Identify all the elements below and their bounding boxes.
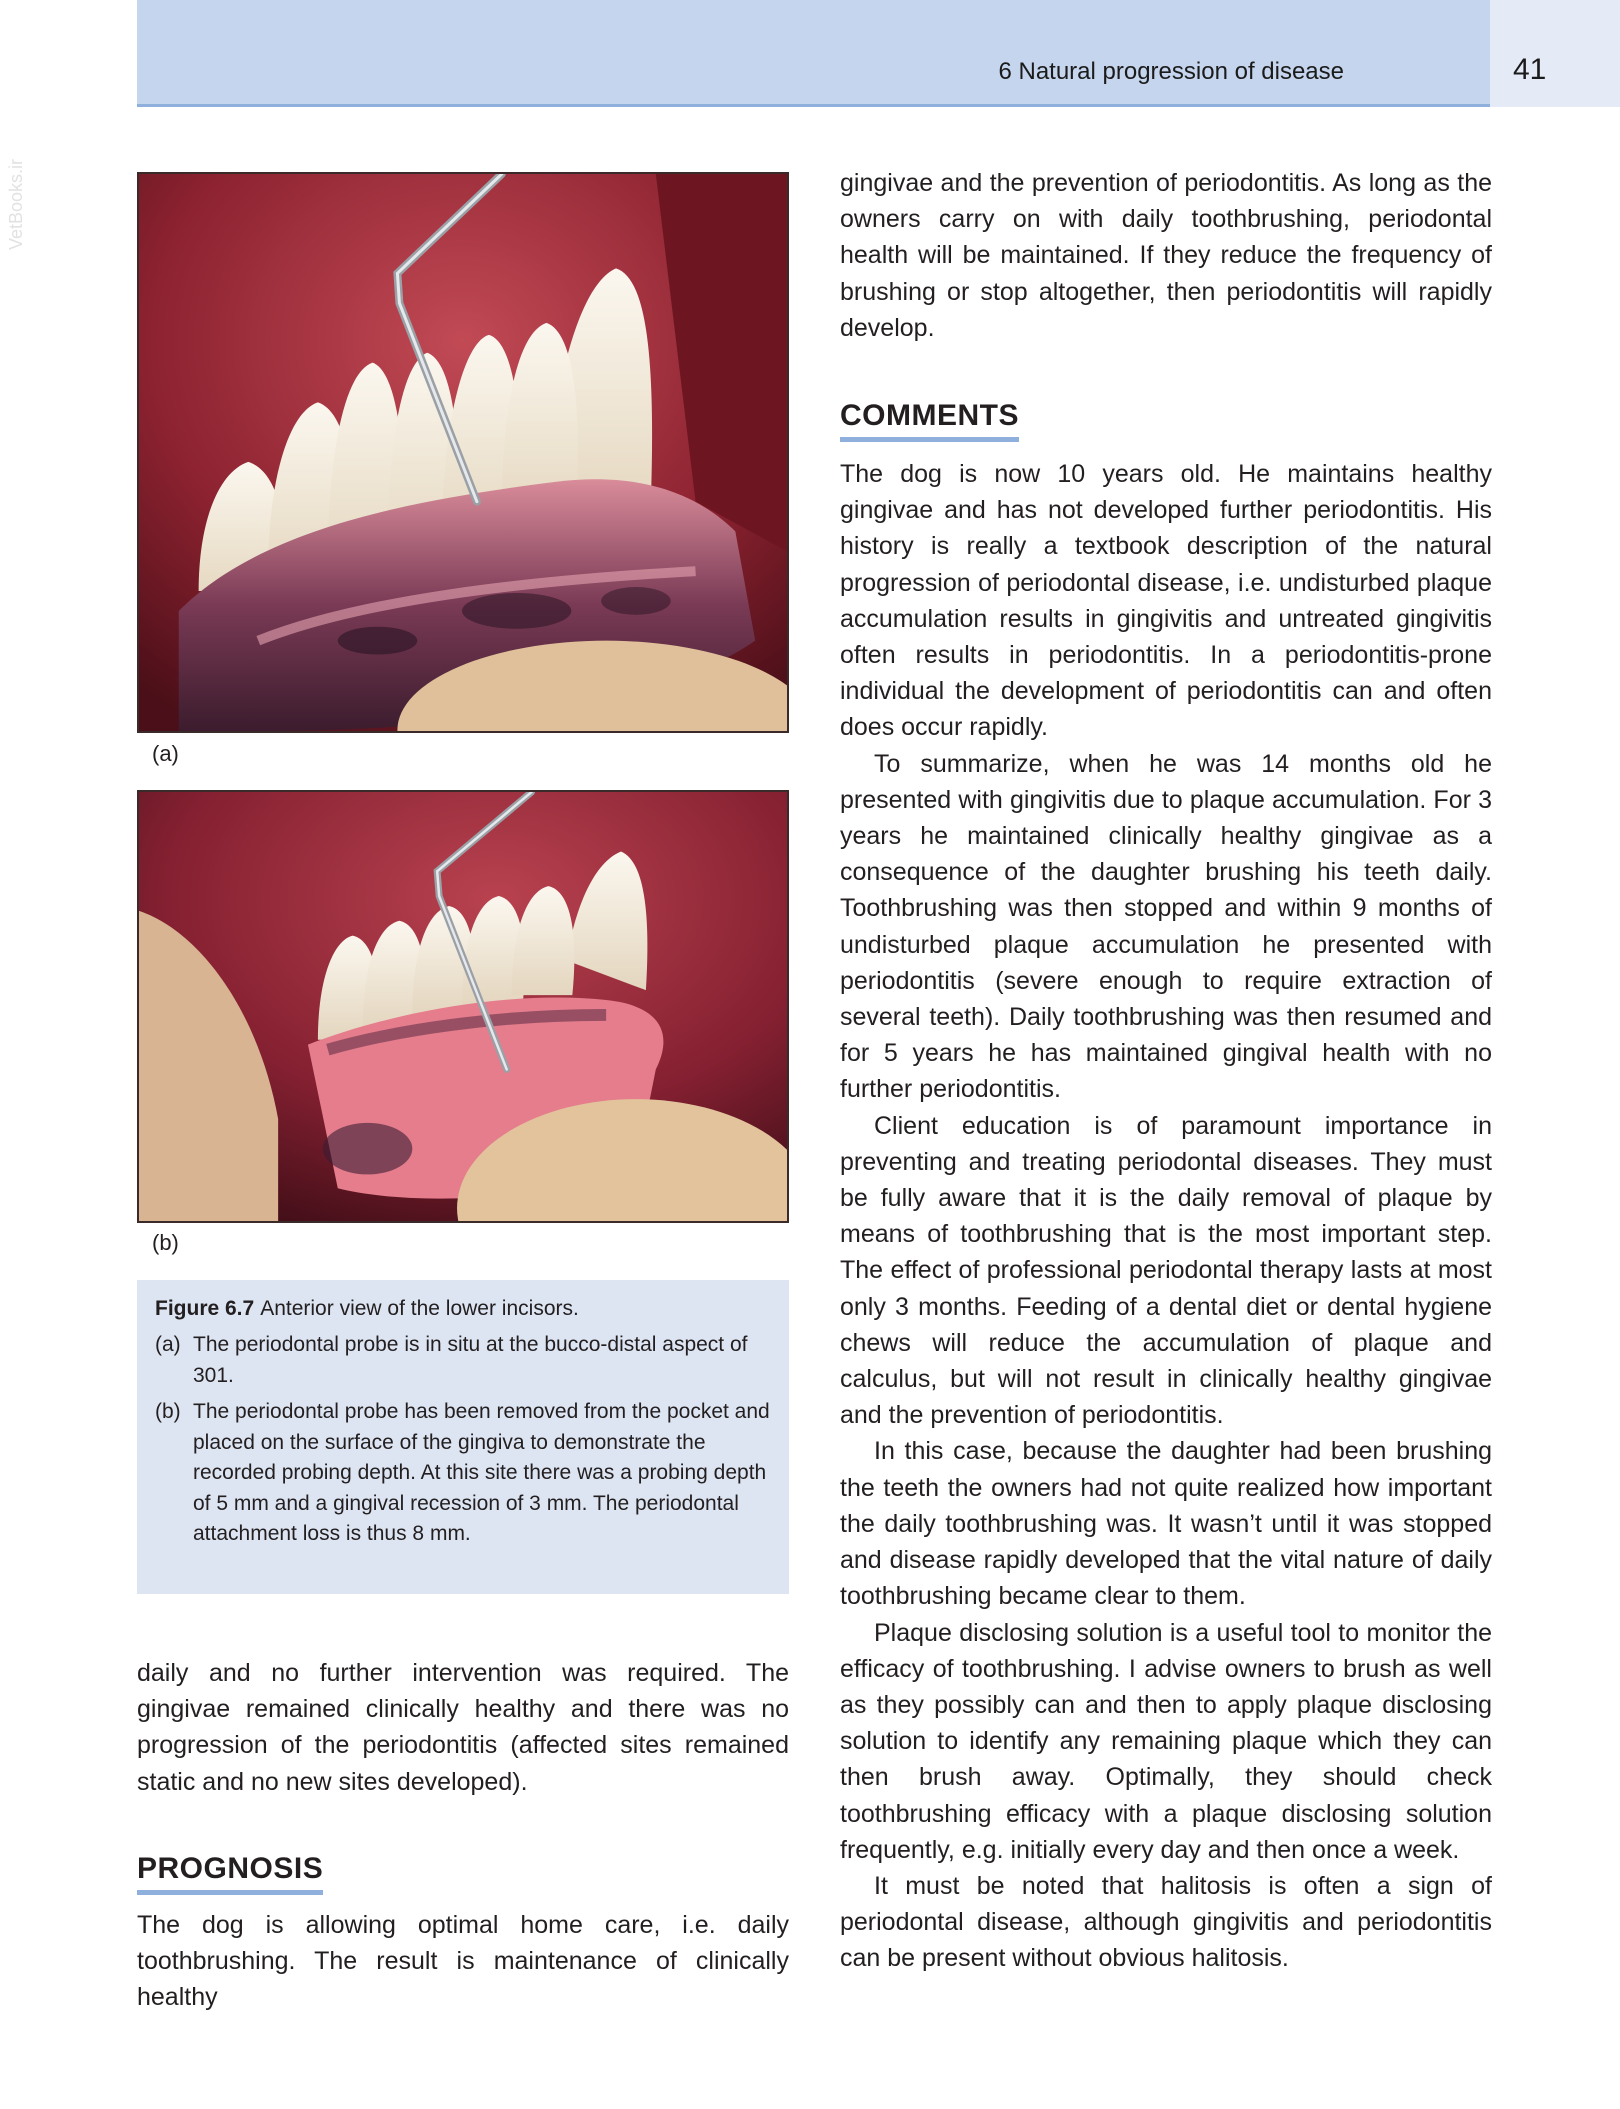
comments-paragraph [840, 1433, 1492, 1614]
running-header [137, 0, 1490, 107]
comments-paragraph-text: Plaque disclosing solution is a useful tool to monitor the efficacy of toothbrushing. I advise owners to brush as well as they possibly can and then to apply plaque disclosing solution to identify any remaining plaque which they can then brush away. Optimally, they should check toothbrushing efficacy with a plaque disclosing solution frequently, e.g. initially every day and then once a week. [840, 1618, 1492, 1864]
caption-item-text: The periodontal probe is in situ at the bucco-distal aspect of 301. [193, 1333, 748, 1387]
comments-paragraph-text: Client education is of paramount importance in preventing and treating periodontal diseases. They must be fully aware that it is the daily removal of plaque by means of toothbrushing that is the most important step. The effect of professional periodontal therapy lasts at most only 3 months. Feeding of a dental diet or dental hygiene chews will reduce the accumulation of plaque and calculus, but will not result in clinically healthy gingivae and the prevention of periodontitis. [840, 1111, 1492, 1430]
prognosis-paragraph: The dog is allowing optimal home care, i.e. daily toothbrushing. The result is maintenance of clinically healthy [137, 1911, 789, 2012]
chapter-title: 6 Natural progression of disease [998, 58, 1344, 85]
page-number-box [1490, 0, 1620, 107]
dental-photo-b-illustration [139, 792, 787, 1221]
comments-paragraph-text: It must be noted that halitosis is often a sign of periodontal disease, although gingivitis and periodontitis can be present without obvious halitosis. [840, 1871, 1492, 1973]
caption-item-a [155, 1330, 771, 1391]
comments-body [840, 456, 1492, 1977]
page-number: 41 [1513, 53, 1547, 86]
body-paragraph: gingivae and the prevention of periodontitis. As long as the owners carry on with daily toothbrushing, periodontal health will be maintained. If they reduce the frequency of brushing or stop altogether, then periodontitis will rapidly develop. [840, 169, 1492, 342]
comments-paragraph [840, 1615, 1492, 1868]
caption-heading [155, 1294, 771, 1324]
caption-item-b [155, 1397, 771, 1549]
comments-paragraph [840, 1108, 1492, 1434]
prognosis-heading: PROGNOSIS [137, 1851, 323, 1895]
comments-paragraph-text: In this case, because the daughter had been brushing the teeth the owners had not quite realized how important the daily toothbrushing was. It wasn’t until it was stopped and disease rapidly developed that the vital nature of daily toothbrushing became clear to them. [840, 1437, 1492, 1611]
watermark: VetBooks.ir [6, 158, 26, 250]
caption-item-text: The periodontal probe has been removed from the pocket and placed on the surface of the gingiva to demonstrate the recorded probing depth. At this site there was a probing depth of 5 mm and a gingival recession of 3 mm. The periodontal attachment loss is thus 8 mm. [193, 1400, 770, 1546]
caption-label: Figure 6.7 [155, 1297, 255, 1320]
comments-paragraph [840, 746, 1492, 1108]
comments-paragraph-text: To summarize, when he was 14 months old he presented with gingivitis due to plaque accumulation. For 3 years he maintained clinically healthy gingivae as a consequence of the daughter brushing his teeth daily. Toothbrushing was then stopped and within 9 months of undisturbed plaque accumulation he presented with periodontitis (severe enough to require extraction of several teeth). Daily toothbrushing was then resumed and for 5 years he has maintained gingival health with no further periodontitis. [840, 749, 1492, 1104]
comments-paragraph-text: The dog is now 10 years old. He maintains healthy gingivae and has not developed further periodontitis. His history is really a textbook description of the natural progression of periodontal disease, i.e. undisturbed plaque accumulation results in gingivitis and untreated gingivitis often results in periodontitis. In a periodontitis-prone individual the development of periodontitis can and often does occur rapidly. [840, 460, 1492, 742]
caption-title: Anterior view of the lower incisors. [260, 1297, 579, 1320]
panel-a-label: (a) [152, 741, 179, 766]
figure-photo-a [137, 172, 789, 733]
comments-paragraph [840, 1868, 1492, 1977]
comments-heading: COMMENTS [840, 398, 1019, 442]
comments-paragraph [840, 456, 1492, 746]
body-paragraph: daily and no further intervention was required. The gingivae remained clinically healthy and there was no progression of the periodontitis (affected sites remained static and no new sites developed). [137, 1659, 789, 1796]
figure-photo-b [137, 790, 789, 1223]
figure-caption [137, 1280, 789, 1594]
caption-item-marker: (b) [155, 1400, 181, 1424]
caption-item-marker: (a) [155, 1333, 181, 1357]
dental-photo-a-illustration [139, 174, 787, 731]
panel-b-label: (b) [152, 1230, 179, 1255]
